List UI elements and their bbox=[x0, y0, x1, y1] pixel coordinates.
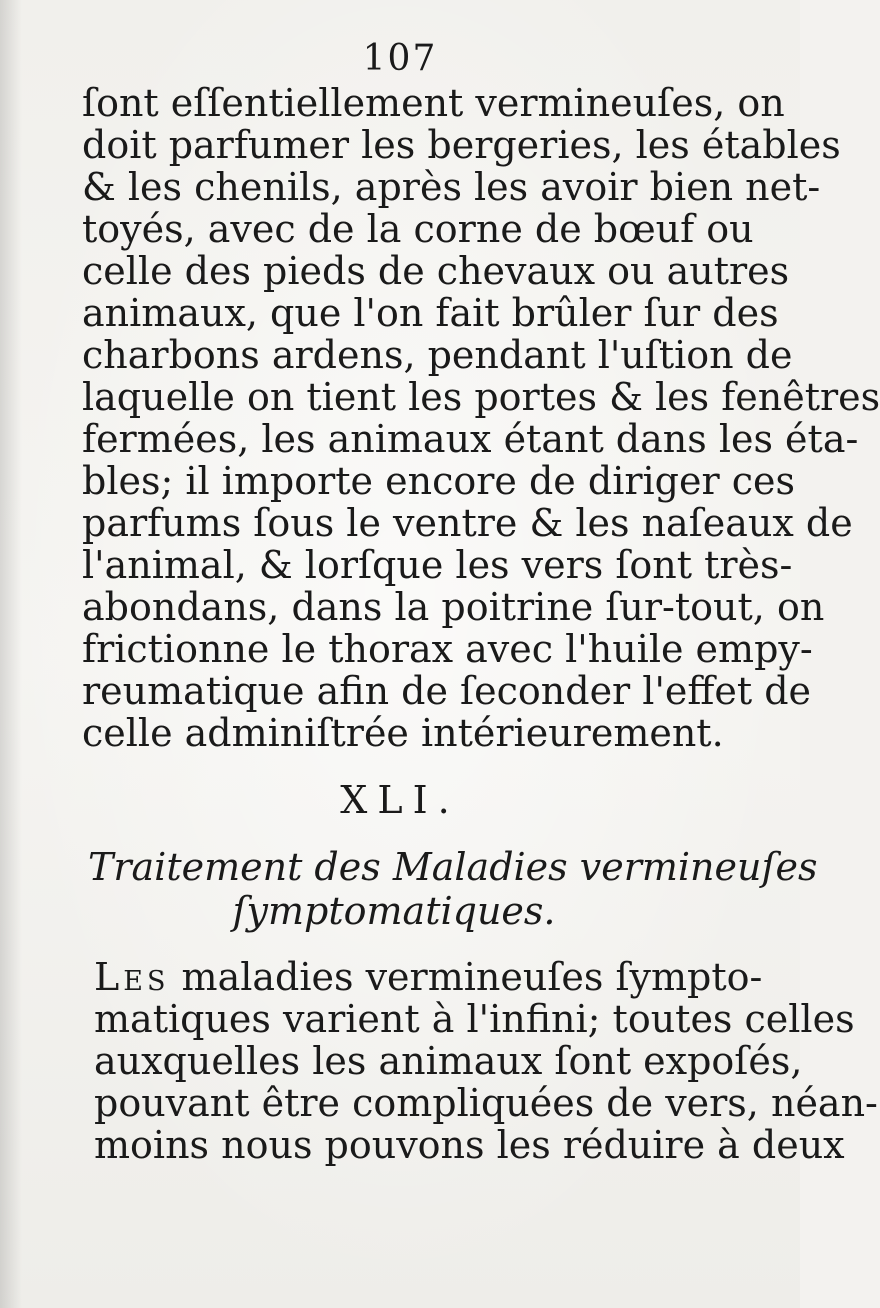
text-line: toyés, avec de la corne de bœuf ou bbox=[82, 207, 754, 251]
page-number: 107 bbox=[362, 38, 438, 79]
page-edge-shadow bbox=[0, 0, 22, 1308]
text-line: & les chenils, après les avoir bien net- bbox=[82, 165, 821, 209]
text-line: abondans, dans la poitrine ſur-tout, on bbox=[82, 585, 825, 629]
text-line: celle adminiſtrée intérieurement. bbox=[82, 711, 724, 755]
section-title-line: Traitement des Maladies vermineuſes bbox=[88, 845, 818, 889]
text-line: charbons ardens, pendant l'uſtion de bbox=[82, 333, 793, 377]
text-line: pouvant être compliquées de vers, néan- bbox=[94, 1081, 878, 1125]
text-line: reumatique afin de ſeconder l'effet de bbox=[82, 669, 812, 713]
text-line: bles; il importe encore de diriger ces bbox=[82, 459, 796, 503]
text-line: fermées, les animaux étant dans les éta- bbox=[82, 417, 859, 461]
text-line bbox=[94, 955, 763, 999]
dropcap-word: Les bbox=[94, 955, 170, 999]
text-line: animaux, que l'on fait brûler ſur des bbox=[82, 291, 779, 335]
text-line: frictionne le thorax avec l'huile empy- bbox=[82, 627, 813, 671]
text-line: matiques varient à l'infini; toutes celles bbox=[94, 997, 855, 1041]
text-line: ſont eſſentiellement vermineuſes, on bbox=[82, 81, 785, 125]
text-line: moins nous pouvons les réduire à deux bbox=[94, 1123, 845, 1167]
text-fragment: maladies vermineuſes ſympto- bbox=[169, 955, 763, 999]
section-title-line: ſymptomatiques. bbox=[232, 889, 556, 933]
text-line: celle des pieds de chevaux ou autres bbox=[82, 249, 790, 293]
text-line: laquelle on tient les portes & les fenêtres bbox=[82, 375, 880, 419]
text-line: l'animal, & lorſque les vers ſont très- bbox=[82, 543, 793, 587]
section-heading: XLI. bbox=[340, 778, 460, 822]
text-line: doit parfumer les bergeries, les étables bbox=[82, 123, 841, 167]
text-line: auxquelles les animaux ſont expoſés, bbox=[94, 1039, 803, 1083]
text-line: parfums ſous le ventre & les naſeaux de bbox=[82, 501, 853, 545]
